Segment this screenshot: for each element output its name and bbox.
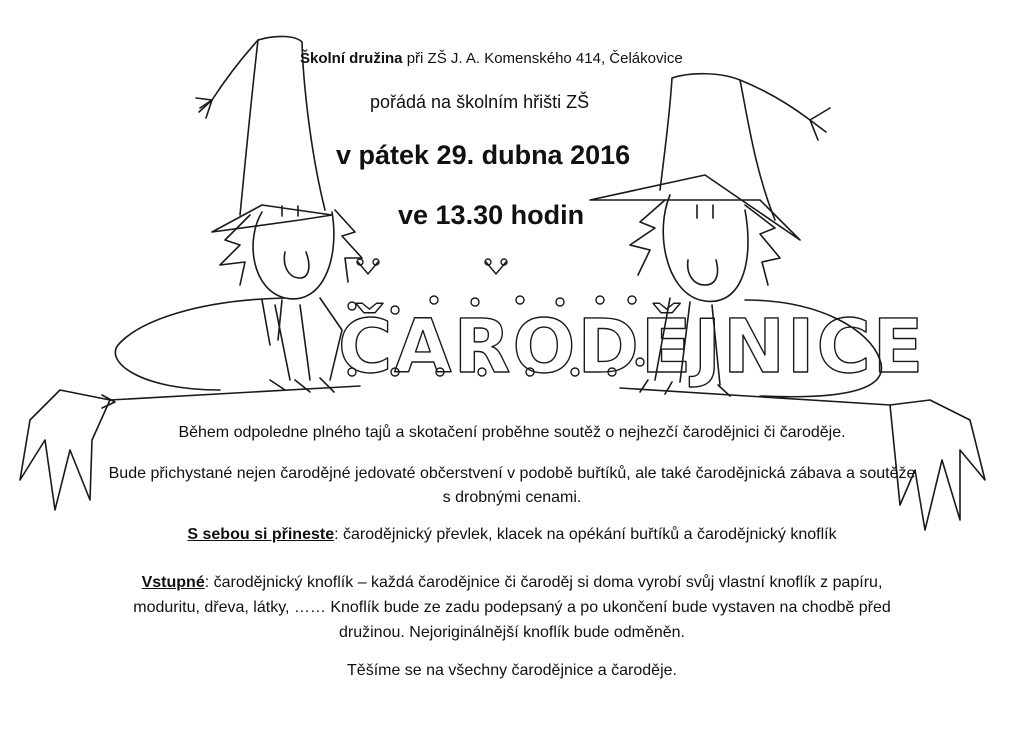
bring-label: S sebou si přineste (187, 526, 335, 543)
bring-paragraph (0, 526, 1024, 544)
header-organizer (300, 50, 683, 67)
title-art-text: ČARODĚJNICE (338, 304, 926, 390)
left-witch-body-icon (115, 298, 342, 392)
refreshments-line-2: s drobnými cenami. (442, 489, 582, 506)
description-paragraph: Během odpoledne plného tajů a skotačení proběhne soutěž o nejhezčí čarodějnici či čaroděje. (178, 424, 846, 441)
fee-line-3: družinou. Nejoriginálnější knoflík bude odměněn. (339, 624, 685, 641)
left-witch-face-icon (220, 206, 362, 299)
refreshments-line-1: Bude přichystané nejen čarodějné jedovaté občerstvení v podobě buřtíků, ale také čarodějnická zábava a soutěže (108, 465, 916, 482)
event-date: v pátek 29. dubna 2016 (336, 140, 631, 170)
event-time: ve 13.30 hodin (398, 200, 585, 230)
fee-line-1: : čarodějnický knoflík – každá čarodějnice či čaroděj si doma vyrobí svůj vlastní knoflík z papíru, (204, 574, 883, 591)
fee-label: Vstupné (141, 574, 205, 591)
fee-line-2: moduritu, dřeva, látky, …… Knoflík bude ze zadu podepsaný a po ukončení bude vystaven na chodbě před (133, 599, 891, 616)
bring-text: : čarodějnický převlek, klacek na opékání buřtíků a čarodějnický knoflík (334, 526, 837, 543)
event-location: pořádá na školním hřišti ZŠ (370, 92, 590, 112)
refreshments-paragraph (0, 462, 1024, 510)
entry-fee-paragraph (0, 570, 1024, 645)
organizer-name: Školní družina (300, 50, 403, 67)
closing-line: Těšíme se na všechny čarodějnice a čaroděje. (347, 662, 677, 679)
title-art-carodejnice (338, 259, 925, 390)
organizer-address: při ZŠ J. A. Komenského 414, Čelákovice (406, 50, 683, 67)
